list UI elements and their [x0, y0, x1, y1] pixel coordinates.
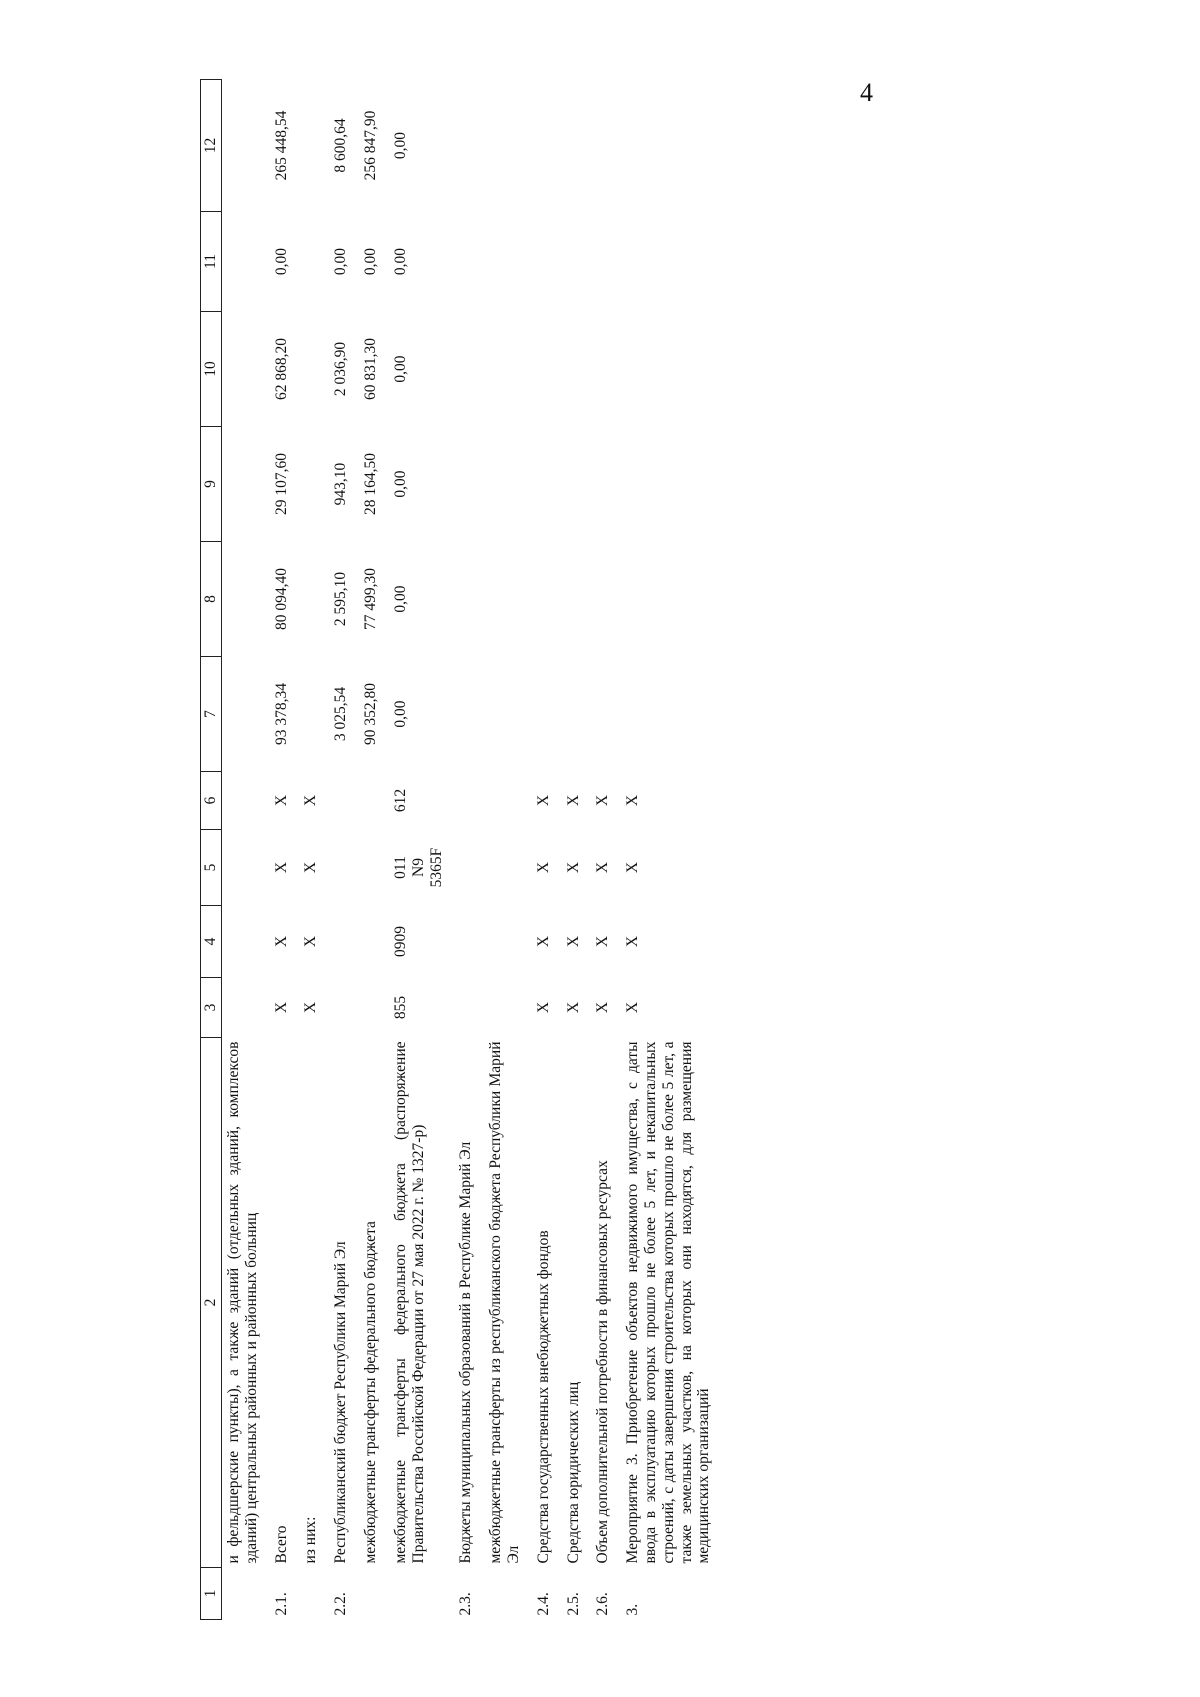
- table-row: [454, 80, 484, 1620]
- cell-col6: X: [534, 794, 552, 807]
- cell-number: [299, 1568, 329, 1620]
- cell-col5: [329, 830, 359, 906]
- cell-col11: [591, 212, 621, 312]
- cell-col10: 60 831,30: [362, 338, 380, 400]
- cell-col5: [359, 830, 389, 906]
- cell-col10: [591, 312, 621, 427]
- cell-col5: [454, 830, 484, 906]
- cell-description: межбюджетные трансферты федерального бюджета (распоряжение Правительства Российской Федерации от 27 мая 2022 г. № 1327-р): [391, 1041, 427, 1564]
- cell-description: Бюджеты муниципальных образований в Республике Марий Эл: [457, 1141, 475, 1564]
- cell-col10: 62 868,20: [272, 338, 290, 400]
- cell-col10: 0,00: [391, 355, 409, 383]
- cell-number: [359, 1568, 389, 1620]
- col-header-2: 2: [201, 1038, 222, 1568]
- col-header-8: 8: [201, 542, 222, 657]
- cell-col8: 77 499,30: [362, 568, 380, 630]
- cell-col9: [621, 427, 722, 542]
- cell-col7: 90 352,80: [362, 683, 380, 745]
- cell-col10: [621, 312, 722, 427]
- cell-col12: 0,00: [391, 131, 409, 160]
- header-row: [201, 80, 222, 1620]
- cell-col8: [591, 542, 621, 657]
- table-row: [532, 80, 562, 1620]
- cell-col8: 2 595,10: [332, 571, 350, 627]
- cell-col3: [454, 978, 484, 1038]
- cell-col9: [222, 427, 270, 542]
- cell-description: Средства государственных внебюджетных фондов: [534, 1230, 552, 1564]
- cell-col6: [359, 772, 389, 830]
- cell-col10: [562, 312, 592, 427]
- cell-col7: [454, 657, 484, 772]
- col-header-5: 5: [201, 830, 222, 906]
- cell-col7: [532, 657, 562, 772]
- cell-description: Объем дополнительной потребности в финансовых ресурсах: [594, 1160, 612, 1564]
- cell-col11: 0,00: [332, 247, 350, 276]
- cell-col6: [222, 772, 270, 830]
- table-row: [222, 80, 270, 1620]
- cell-col11: [454, 212, 484, 312]
- cell-number: 2.4.: [534, 1592, 552, 1616]
- cell-col10: [454, 312, 484, 427]
- cell-description: Мероприятие 3. Приобретение объектов недвижимого имущества, с даты ввода в эксплуатацию которых прошло не более 5 лет, и некапитальных строений, с даты завершения строительства которых прошло не более 5 лет, а также земельных участков, на которых они находятся, для размещения медицинских организаций: [624, 1041, 713, 1564]
- cell-col9: [454, 427, 484, 542]
- cell-number: 2.5.: [564, 1592, 582, 1616]
- table-row: [389, 80, 454, 1620]
- col-header-4: 4: [201, 906, 222, 978]
- cell-col9: 943,10: [332, 462, 350, 506]
- cell-col12: [591, 80, 621, 212]
- cell-col10: 2 036,90: [332, 341, 350, 397]
- table-row: [591, 80, 621, 1620]
- table-row: [329, 80, 359, 1620]
- budget-table: [200, 79, 722, 1620]
- cell-col4: [359, 906, 389, 978]
- cell-col5: [484, 830, 532, 906]
- cell-col7: 3 025,54: [332, 686, 350, 742]
- cell-col11: [562, 212, 592, 312]
- cell-col5: X: [302, 861, 320, 874]
- cell-col4: X: [302, 935, 320, 948]
- federal-project-code: N9: [409, 858, 427, 877]
- cell-col12: [562, 80, 592, 212]
- cell-col12: [532, 80, 562, 212]
- col-header-12: 12: [201, 80, 222, 212]
- cell-description: межбюджетные трансферты федерального бюджета: [362, 1221, 380, 1564]
- cell-col4: X: [624, 935, 642, 948]
- cell-col9: [591, 427, 621, 542]
- cell-col6: [454, 772, 484, 830]
- cell-description: межбюджетные трансферты из республиканского бюджета Республики Марий Эл: [487, 1041, 522, 1564]
- cell-col4: 0909: [391, 926, 409, 957]
- cell-col3: X: [272, 1001, 290, 1014]
- table-row: [359, 80, 389, 1620]
- expense-direction-code: 5365F: [427, 847, 445, 888]
- cell-col9: 28 164,50: [362, 453, 380, 515]
- cell-col5: X: [272, 861, 290, 874]
- cell-col6: X: [564, 794, 582, 807]
- cell-col6: [484, 772, 532, 830]
- cell-description: Республиканский бюджет Республики Марий Эл: [332, 1241, 350, 1564]
- cell-col11: 0,00: [362, 247, 380, 276]
- cell-col7: [621, 657, 722, 772]
- cell-col12: [621, 80, 722, 212]
- cell-col3: [222, 978, 270, 1038]
- cell-col6: 612: [391, 788, 409, 813]
- cell-col4: X: [272, 935, 290, 948]
- cell-number: 2.3.: [457, 1592, 475, 1616]
- cell-number: [222, 1568, 270, 1620]
- table-row: [484, 80, 532, 1620]
- cell-col8: [562, 542, 592, 657]
- cell-col12: [299, 80, 329, 212]
- cell-col6: X: [594, 794, 612, 807]
- cell-col9: 29 107,60: [272, 453, 290, 515]
- cell-col11: [621, 212, 722, 312]
- cell-number: [484, 1568, 532, 1620]
- cell-col7: 0,00: [391, 700, 409, 728]
- cell-description: Средства юридических лиц: [564, 1381, 582, 1564]
- cell-number: 2.1.: [272, 1592, 290, 1616]
- cell-col6: X: [272, 794, 290, 807]
- cell-col6: X: [302, 794, 320, 807]
- cell-col9: [532, 427, 562, 542]
- cell-col3: [484, 978, 532, 1038]
- table-row: [299, 80, 329, 1620]
- cell-number: 2.2.: [332, 1592, 350, 1616]
- cell-col4: X: [594, 935, 612, 948]
- col-header-3: 3: [201, 978, 222, 1038]
- cell-col11: [532, 212, 562, 312]
- cell-col7: [222, 657, 270, 772]
- cell-col12: [222, 80, 270, 212]
- cell-col5: [222, 830, 270, 906]
- cell-col10: [532, 312, 562, 427]
- col-header-7: 7: [201, 657, 222, 772]
- cell-col5: [389, 830, 454, 906]
- cell-col4: X: [534, 935, 552, 948]
- cell-col10: [484, 312, 532, 427]
- table-row: [621, 80, 722, 1620]
- rotated-table-container: [200, 80, 1200, 1620]
- cell-col3: X: [302, 1001, 320, 1014]
- cell-number: 2.6.: [594, 1592, 612, 1616]
- cell-description: из них:: [302, 1516, 320, 1564]
- cell-col6: [329, 772, 359, 830]
- cell-col12: [484, 80, 532, 212]
- col-header-10: 10: [201, 312, 222, 427]
- cell-col12: 265 448,54: [272, 110, 290, 181]
- cell-col8: [621, 542, 722, 657]
- cell-col12: 8 600,64: [332, 118, 350, 173]
- cell-col9: [299, 427, 329, 542]
- cell-col7: [591, 657, 621, 772]
- cell-col11: 0,00: [272, 247, 290, 276]
- cell-col3: X: [594, 1001, 612, 1014]
- cell-col8: [222, 542, 270, 657]
- cell-col8: [299, 542, 329, 657]
- cell-col4: [329, 906, 359, 978]
- cell-col9: [562, 427, 592, 542]
- cell-description: и фельдшерские пункты), а также зданий (отдельных зданий, комплексов зданий) центральных районных и районных больниц: [225, 1041, 260, 1564]
- cell-col11: 0,00: [391, 247, 409, 276]
- cell-col5: X: [594, 861, 612, 874]
- cell-col11: [222, 212, 270, 312]
- cell-number: 3.: [624, 1603, 642, 1616]
- cell-col5: X: [624, 861, 642, 874]
- cell-col8: [532, 542, 562, 657]
- cell-col11: [484, 212, 532, 312]
- page-number: 4: [860, 78, 873, 107]
- cell-col8: 80 094,40: [272, 568, 290, 630]
- cell-col7: [299, 657, 329, 772]
- cell-col4: [484, 906, 532, 978]
- cell-col7: [484, 657, 532, 772]
- cell-col3: 855: [391, 995, 409, 1020]
- cell-col12: [454, 80, 484, 212]
- cell-col3: X: [534, 1001, 552, 1014]
- cell-col6: X: [624, 794, 642, 807]
- cell-col8: [484, 542, 532, 657]
- cell-col4: [454, 906, 484, 978]
- cell-col10: [299, 312, 329, 427]
- cell-number: [389, 1568, 454, 1620]
- cell-col3: X: [564, 1001, 582, 1014]
- cell-col8: [454, 542, 484, 657]
- cell-col3: [329, 978, 359, 1038]
- cell-col3: [359, 978, 389, 1038]
- cell-col12: 256 847,90: [362, 110, 380, 181]
- table-row: [270, 80, 300, 1620]
- col-header-6: 6: [201, 772, 222, 830]
- cell-col11: [299, 212, 329, 312]
- target-article-code: 011: [391, 856, 409, 879]
- cell-col10: [222, 312, 270, 427]
- col-header-1: 1: [201, 1568, 222, 1620]
- cell-col9: 0,00: [391, 470, 409, 498]
- cell-col4: [222, 906, 270, 978]
- cell-col7: 93 378,34: [272, 683, 290, 745]
- table-row: [562, 80, 592, 1620]
- cell-col4: X: [564, 935, 582, 948]
- cell-col8: 0,00: [391, 585, 409, 613]
- cell-col3: X: [624, 1001, 642, 1014]
- col-header-9: 9: [201, 427, 222, 542]
- cell-col5: X: [564, 861, 582, 874]
- col-header-11: 11: [201, 212, 222, 312]
- cell-description: Всего: [272, 1525, 290, 1564]
- cell-col7: [562, 657, 592, 772]
- cell-col5: X: [534, 861, 552, 874]
- cell-col9: [484, 427, 532, 542]
